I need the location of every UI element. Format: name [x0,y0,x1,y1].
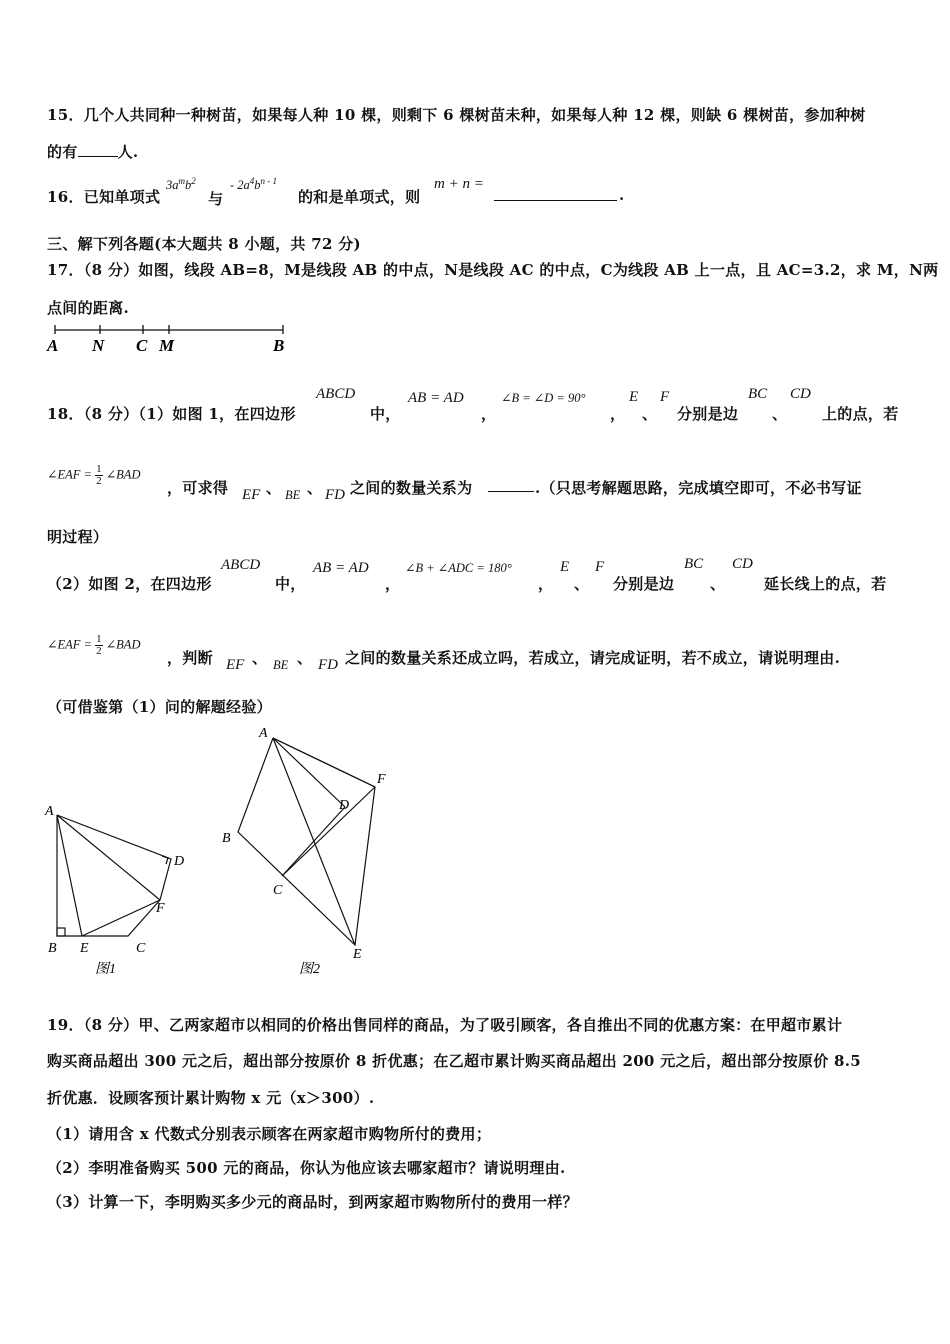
q19-sub3: （3）计算一下，李明购买多少元的商品时，到两家超市购物所付的费用一样？ [47,1193,578,1211]
q16-prefix: 16．已知单项式 [47,188,161,206]
label-b: B [273,336,285,355]
q18-dun-7: 、 [252,649,268,667]
q18-kqd: ，可求得 [167,479,229,497]
q15-answer-blank[interactable] [78,142,118,157]
label-n: N [92,336,105,355]
q17-segment-figure [40,320,300,356]
fig2-segment-dc [282,807,345,876]
q19-line3: 折优惠．设顾客预计累计购物 x 元（x＞300）. [47,1089,375,1107]
q19-sub2: （2）李明准备购买 500 元的商品，你认为他应该去哪家超市？请说明理由. [47,1159,566,1177]
q18-quad-2: ABCD [221,557,261,573]
fig1-right-angle-d [162,856,168,864]
fig1-caption: 图1 [95,962,116,977]
q18-quad-1: ABCD [316,386,356,402]
q16-mid: 与 [208,190,224,208]
q18-e-2: E [560,559,570,575]
q18-dun-6: 、 [710,575,726,593]
q18-f-2: F [595,559,605,575]
q18-figure-2 [215,720,395,980]
q18-eaf-1: ∠EAF = $\frac{1}{2}$ ∠BAD [47,463,141,487]
q18-abad-2: AB = AD [313,560,369,576]
fig2-label-f: F [377,772,386,787]
fig1-label-d: D [174,854,185,869]
section-title: 三、解下列各题(本大题共 8 小题，共 72 分) [47,235,361,253]
label-a: A [47,336,59,355]
fig1-right-angle-b [57,928,65,936]
q18-eaf-2: ∠EAF = $\frac{1}{2}$ ∠BAD [47,633,141,657]
q18-angles-2: ∠B + ∠ADC = 180° [405,561,512,575]
q18-comma-1: ， [481,405,497,423]
fig1-label-e: E [80,941,89,956]
q18-p1-line3: 明过程） [47,528,109,546]
q18-cd-2: CD [732,556,753,572]
q16-expr2: - $2a^4b^{n - 1}$ [230,176,278,193]
q18-fenbie-2: 分别是边 [613,575,675,593]
q18-fd-1: FD [325,487,345,503]
q18-zhong-1: 中， [370,405,401,423]
q18-f-1: F [660,389,670,405]
q18-ef-1: EF [242,487,261,503]
q18-abad-1: AB = AD [408,390,464,406]
q18-fenbie-1: 分别是边 [677,405,739,423]
q18-shang: 上的点，若 [822,405,899,423]
fig2-label-a: A [259,726,268,741]
q18-ef-2: EF [226,657,245,673]
q18-e-1: E [629,389,639,405]
q18-dun-1: 、 [642,405,658,423]
fig2-label-c: C [273,883,283,898]
q18-cd-1: CD [790,386,811,402]
q18-rel2: 之间的数量关系还成立吗，若成立，请完成证明，若不成立，请说明理由. [345,649,841,667]
q18-dun-8: 、 [297,649,313,667]
q19-line1: 19．（8 分）甲、乙两家超市以相同的价格出售同样的商品，为了吸引顾客，各自推出不同的优惠方案：在甲超市累计 [47,1016,843,1034]
q15-line2 [47,141,138,162]
q16-end: . [619,186,625,204]
label-m: M [159,336,175,355]
q18-angles-1: ∠B = ∠D = 90° [501,391,586,405]
q15-line1: 15．几个人共同种一种树苗，如果每人种 10 棵，则剩下 6 棵树苗未种，如果每人种 12 棵，则缺 6 棵树苗，参加种树 [47,106,866,124]
fig1-quadrilateral [57,815,171,936]
fig1-segment-ef [82,900,160,936]
q18-bc-2: BC [684,556,704,572]
q18-be-1: BE [285,488,301,502]
q16-answer-line[interactable] [494,186,617,205]
q19-line2: 购买商品超出 300 元之后，超出部分按原价 8 折优惠；在乙超市累计购买商品超出 200 元之后，超出部分按原价 8.5 [47,1052,862,1070]
fig2-caption: 图2 [299,962,320,977]
q16-expr1: $3a^mb^2$ [166,176,196,193]
q18-rel1-end: .（只思考解题思路，完成填空即可，不必书写证 [535,479,862,497]
q18-dun-5: 、 [574,575,590,593]
label-c: C [136,336,148,355]
fig1-label-a: A [45,804,54,819]
q18-comma-3: ， [385,575,401,593]
q16-text2: 的和是单项式，则 [298,188,421,206]
q18-hint: （可借鉴第（1）问的解题经验） [47,698,272,716]
q18-p1-prefix: 18．（8 分）（1）如图 1，在四边形 [47,405,296,423]
fig2-segment-fc [282,787,375,876]
q16-expr3: m + n = [434,176,484,192]
q18-dun-3: 、 [266,479,282,497]
q18-be-2: BE [273,658,289,672]
q18-figure-1 [40,795,200,980]
half-fraction-2: $\frac{1}{2}$ [96,633,102,657]
fig2-label-d: D [339,798,350,813]
fig2-label-b: B [222,831,231,846]
q18-comma-4: ， [538,575,554,593]
fig1-label-b: B [48,941,57,956]
fig1-label-c: C [136,941,146,956]
q18-dun-2: 、 [772,405,788,423]
half-fraction-1: $\frac{1}{2}$ [96,463,102,487]
q18-p2-prefix: （2）如图 2，在四边形 [47,575,212,593]
q17-line2: 点间的距离. [47,299,130,317]
q18-dun-4: 、 [307,479,323,497]
q18-yanchang: 延长线上的点，若 [764,575,887,593]
q18-comma-2: ， [610,405,626,423]
q17-line1: 17．（8 分）如图，线段 AB=8，M是线段 AB 的中点，N是线段 AC 的中点，C为线段 AB 上一点，且 AC=3.2，求 M，N两 [47,261,939,279]
q19-sub1: （1）请用含 x 代数式分别表示顾客在两家超市购物所付的费用； [47,1125,492,1143]
q18-answer-blank[interactable] [488,477,534,496]
fig2-label-e: E [353,947,362,962]
q18-judge: ，判断 [167,649,213,667]
fig2-quadrilateral [238,738,375,945]
q15-line2-b: 人. [117,143,139,161]
q18-fd-2: FD [318,657,338,673]
fig2-segment-ad [273,738,345,807]
fig1-label-f: F [156,901,165,916]
q18-zhong-2: 中， [275,575,306,593]
fig2-segment-af [273,738,375,787]
q15-line2-a: 的有 [47,143,78,161]
q18-rel1: 之间的数量关系为 [350,479,473,497]
q18-bc-1: BC [748,386,768,402]
